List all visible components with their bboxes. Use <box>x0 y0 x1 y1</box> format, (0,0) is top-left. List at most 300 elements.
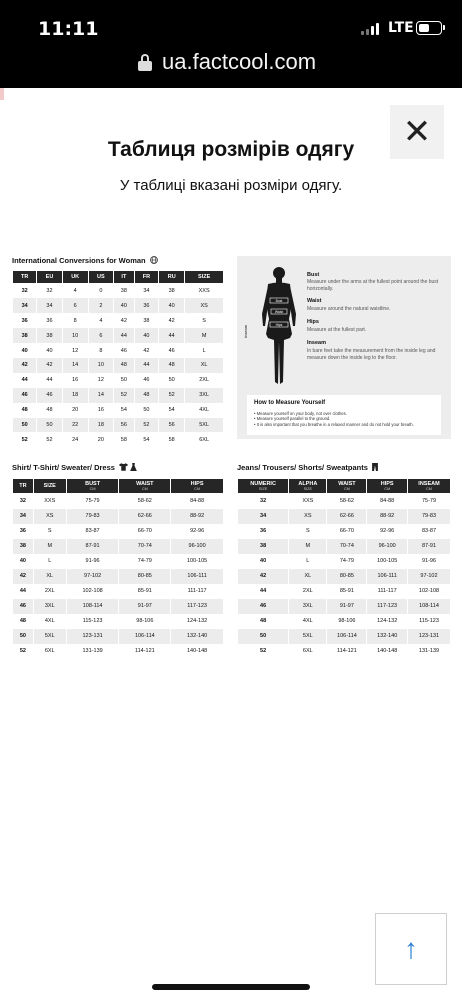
table-cell: 79-83 <box>66 509 119 524</box>
table-cell: 4 <box>88 313 113 328</box>
table-cell: 88-92 <box>171 509 224 524</box>
table-cell: 54 <box>113 403 134 418</box>
table-cell: 100-105 <box>171 554 224 569</box>
table-cell: 12 <box>88 373 113 388</box>
table-cell: 32 <box>238 494 289 509</box>
table-cell: 96-100 <box>367 539 408 554</box>
jeans-header-row <box>238 479 451 494</box>
list-item: • Measure yourself parallel to the ground. <box>254 416 439 421</box>
table-cell: 3XL <box>185 388 224 403</box>
table-cell: 48 <box>159 358 185 373</box>
table-cell: XL <box>33 569 66 584</box>
table-cell: 123-131 <box>408 629 451 644</box>
tshirt-icon <box>119 463 128 471</box>
shirts-header-row <box>13 479 224 494</box>
header-label: NUMERIC <box>250 481 276 487</box>
table-row <box>13 358 224 373</box>
table-cell: 50 <box>113 373 134 388</box>
jeans-header-cell <box>327 479 367 494</box>
table-cell: 115-123 <box>408 614 451 629</box>
header-unit: CM <box>426 487 432 491</box>
table-row <box>13 328 224 343</box>
jeans-header-cell <box>367 479 408 494</box>
table-cell: 14 <box>62 358 88 373</box>
table-cell: 102-108 <box>66 584 119 599</box>
table-cell: M <box>289 539 327 554</box>
measure-bust-text: Measure under the arms at the fullest point around the bust horizontally. <box>307 279 439 292</box>
figure-label-inseam: Inseam <box>243 324 248 338</box>
table-cell: 4XL <box>185 403 224 418</box>
jeans-table <box>237 478 451 659</box>
table-cell: L <box>185 343 224 358</box>
table-cell: 44 <box>113 328 134 343</box>
signal-icon <box>361 23 381 35</box>
table-cell: 106-111 <box>367 569 408 584</box>
table-row <box>13 584 224 599</box>
header-unit: CM <box>343 487 350 491</box>
table-cell: 34 <box>134 284 158 299</box>
table-cell: L <box>289 554 327 569</box>
table-cell: 114-121 <box>119 644 171 659</box>
table-cell: 38 <box>37 328 62 343</box>
table-cell: XS <box>33 509 66 524</box>
table-row <box>13 432 224 447</box>
table-cell: 56 <box>159 418 185 433</box>
figure-label-hips: Hips <box>275 322 283 327</box>
conversions-header-cell: US <box>88 271 113 284</box>
table-cell: 10 <box>88 358 113 373</box>
jeans-title <box>237 463 378 472</box>
dress-icon <box>130 463 137 471</box>
table-cell: 114-121 <box>327 644 367 659</box>
table-cell: 10 <box>62 328 88 343</box>
shirts-header-cell <box>171 479 224 494</box>
table-cell: 84-88 <box>367 494 408 509</box>
table-cell: 62-66 <box>327 509 367 524</box>
table-cell: 12 <box>62 343 88 358</box>
conversions-body <box>13 284 224 448</box>
body-figure-icon <box>254 264 304 388</box>
table-row <box>238 644 451 659</box>
table-cell: 75-79 <box>408 494 451 509</box>
table-cell: 38 <box>238 539 289 554</box>
table-cell: 5XL <box>289 629 327 644</box>
table-cell: 92-96 <box>367 524 408 539</box>
table-cell: XL <box>289 569 327 584</box>
table-cell: 34 <box>13 298 37 313</box>
table-cell: XXS <box>289 494 327 509</box>
table-cell: 106-114 <box>327 629 367 644</box>
table-cell: 42 <box>13 358 37 373</box>
table-cell: 123-131 <box>66 629 119 644</box>
table-cell: 42 <box>134 343 158 358</box>
table-cell: 132-140 <box>171 629 224 644</box>
table-row <box>238 569 451 584</box>
table-row <box>13 298 224 313</box>
table-cell: 14 <box>88 388 113 403</box>
table-row <box>238 494 451 509</box>
table-cell: 98-106 <box>327 614 367 629</box>
table-row <box>13 403 224 418</box>
table-cell: 97-102 <box>66 569 119 584</box>
table-cell: M <box>185 328 224 343</box>
table-cell: 38 <box>134 313 158 328</box>
table-cell: 66-70 <box>119 524 171 539</box>
table-row <box>238 629 451 644</box>
table-cell: 131-139 <box>66 644 119 659</box>
table-cell: 91-97 <box>327 599 367 614</box>
table-cell: 4XL <box>289 614 327 629</box>
table-cell: 111-117 <box>171 584 224 599</box>
table-cell: 2XL <box>33 584 66 599</box>
table-cell: 92-96 <box>171 524 224 539</box>
table-cell: 18 <box>62 388 88 403</box>
table-cell: 38 <box>13 328 37 343</box>
clock: 11:11 <box>38 18 99 40</box>
table-cell: 52 <box>113 388 134 403</box>
header-label: HIPS <box>380 481 394 487</box>
table-cell: L <box>33 554 66 569</box>
measure-inseam-text: In bare feet take the measurement from the inside leg and measure down the inside leg to the floor. <box>307 348 436 361</box>
table-cell: 3XL <box>33 599 66 614</box>
measure-inseam-head: Inseam <box>307 340 326 346</box>
table-cell: 70-74 <box>327 539 367 554</box>
table-row <box>13 313 224 328</box>
table-cell: 85-91 <box>119 584 171 599</box>
table-cell: 40 <box>113 298 134 313</box>
table-cell: 108-114 <box>66 599 119 614</box>
table-cell: 42 <box>159 313 185 328</box>
table-cell: 46 <box>159 343 185 358</box>
table-cell: 58 <box>113 432 134 447</box>
url-text[interactable]: ua.factcool.com <box>162 49 317 74</box>
table-row <box>13 539 224 554</box>
table-cell: 46 <box>134 373 158 388</box>
table-cell: XS <box>185 298 224 313</box>
table-cell: 84-88 <box>171 494 224 509</box>
table-cell: 46 <box>37 388 62 403</box>
table-row <box>238 614 451 629</box>
table-cell: 38 <box>113 284 134 299</box>
table-cell: 111-117 <box>367 584 408 599</box>
table-cell: M <box>33 539 66 554</box>
table-cell: XXS <box>33 494 66 509</box>
table-cell: 3XL <box>289 599 327 614</box>
table-cell: 44 <box>238 584 289 599</box>
table-cell: 44 <box>134 358 158 373</box>
table-cell: XS <box>289 509 327 524</box>
table-row <box>238 584 451 599</box>
table-row <box>13 494 224 509</box>
modal-subtitle: У таблиці вказані розміри одягу. <box>119 177 343 194</box>
table-cell: 97-102 <box>408 569 451 584</box>
header-unit: CM <box>194 487 201 491</box>
header-label: WAIST <box>136 481 154 487</box>
table-cell: 46 <box>13 388 37 403</box>
table-cell: 50 <box>134 403 158 418</box>
shirts-header-cell <box>119 479 171 494</box>
table-cell: 32 <box>13 284 37 299</box>
list-item: • It is also important that you breathe in a relaxed manner and do not hold your breath. <box>254 422 439 427</box>
address-bar[interactable] <box>0 48 462 78</box>
jeans-title-text: Jeans/ Trousers/ Shorts/ Sweatpants <box>237 463 368 472</box>
table-cell: 20 <box>88 432 113 447</box>
table-cell: 40 <box>134 328 158 343</box>
table-cell: 22 <box>62 418 88 433</box>
jeans-header-cell <box>289 479 327 494</box>
scroll-to-top-button[interactable]: ↑ <box>375 913 447 985</box>
table-cell: 52 <box>159 388 185 403</box>
header-label: HIPS <box>190 481 204 487</box>
table-cell: 140-148 <box>171 644 224 659</box>
table-row <box>13 614 224 629</box>
table-cell: 34 <box>13 509 34 524</box>
shirts-table <box>12 478 224 659</box>
table-row <box>13 524 224 539</box>
battery-icon <box>416 21 442 35</box>
table-row <box>13 373 224 388</box>
table-cell: 44 <box>13 584 34 599</box>
table-cell: 83-87 <box>66 524 119 539</box>
table-cell: 140-148 <box>367 644 408 659</box>
table-cell: 6 <box>88 328 113 343</box>
header-unit: SIZE <box>258 487 268 491</box>
battery-level <box>419 24 429 32</box>
figure-label-bust: Bust <box>275 298 283 303</box>
table-row <box>13 569 224 584</box>
table-cell: 52 <box>238 644 289 659</box>
globe-icon <box>150 256 158 264</box>
table-cell: 48 <box>113 358 134 373</box>
header-unit: CM <box>89 487 96 491</box>
how-to-measure-box <box>247 395 441 435</box>
table-cell: 8 <box>62 313 88 328</box>
table-cell: 6XL <box>185 432 224 447</box>
measure-waist-text: Measure around the natural waistline. <box>307 306 391 312</box>
table-cell: 66-70 <box>327 524 367 539</box>
header-label: SIZE <box>43 483 56 489</box>
modal-title: Таблиця розмірів одягу <box>107 138 355 161</box>
shirts-header-cell <box>13 479 34 494</box>
table-cell: 52 <box>13 432 37 447</box>
header-unit: CM <box>384 487 391 491</box>
table-cell: 40 <box>13 554 34 569</box>
table-cell: 42 <box>113 313 134 328</box>
table-cell: 5XL <box>185 418 224 433</box>
table-cell: 48 <box>238 614 289 629</box>
table-cell: 108-114 <box>408 599 451 614</box>
table-cell: 0 <box>88 284 113 299</box>
table-cell: 2XL <box>289 584 327 599</box>
table-cell: 40 <box>37 343 62 358</box>
table-row <box>13 599 224 614</box>
measure-waist-head: Waist <box>307 298 322 304</box>
table-cell: 131-139 <box>408 644 451 659</box>
table-cell: 8 <box>88 343 113 358</box>
how-to-measure-list <box>254 411 439 427</box>
table-row <box>13 388 224 403</box>
table-cell: 52 <box>37 432 62 447</box>
table-cell: 96-100 <box>171 539 224 554</box>
conversions-title <box>12 256 158 265</box>
table-cell: 124-132 <box>171 614 224 629</box>
table-cell: 50 <box>13 629 34 644</box>
table-row <box>13 343 224 358</box>
table-cell: 20 <box>62 403 88 418</box>
table-cell: 91-96 <box>408 554 451 569</box>
table-cell: 106-111 <box>171 569 224 584</box>
table-cell: 34 <box>37 298 62 313</box>
table-cell: 74-79 <box>119 554 171 569</box>
table-cell: 38 <box>13 539 34 554</box>
table-cell: XL <box>185 358 224 373</box>
table-cell: 115-123 <box>66 614 119 629</box>
table-cell: 79-83 <box>408 509 451 524</box>
trousers-icon <box>372 463 378 471</box>
network-type: LTE <box>388 20 414 36</box>
table-cell: 42 <box>238 569 289 584</box>
measure-guide <box>237 256 451 439</box>
table-cell: 117-123 <box>171 599 224 614</box>
measure-hips-text: Measure at the fullest part. <box>307 327 367 333</box>
table-cell: 24 <box>62 432 88 447</box>
table-row <box>238 539 451 554</box>
header-label: INSEAM <box>418 481 440 487</box>
jeans-header-cell <box>238 479 289 494</box>
table-cell: 42 <box>13 569 34 584</box>
table-row <box>238 554 451 569</box>
table-cell: 54 <box>134 432 158 447</box>
table-cell: 56 <box>113 418 134 433</box>
measure-hips-head: Hips <box>307 319 319 325</box>
table-cell: 132-140 <box>367 629 408 644</box>
header-label: BUST <box>85 481 101 487</box>
table-row <box>13 554 224 569</box>
table-cell: 48 <box>13 403 37 418</box>
table-cell: 6 <box>62 298 88 313</box>
conversions-header-cell: UK <box>62 271 88 284</box>
table-cell: 36 <box>13 524 34 539</box>
table-cell: 58-62 <box>119 494 171 509</box>
table-cell: 50 <box>37 418 62 433</box>
table-row <box>13 418 224 433</box>
conversions-header-cell: FR <box>134 271 158 284</box>
table-cell: 87-91 <box>408 539 451 554</box>
shirts-body <box>13 494 224 659</box>
table-cell: 91-96 <box>66 554 119 569</box>
table-cell: 124-132 <box>367 614 408 629</box>
table-cell: 2XL <box>185 373 224 388</box>
table-cell: 36 <box>134 298 158 313</box>
table-cell: 58-62 <box>327 494 367 509</box>
table-row <box>238 599 451 614</box>
table-cell: 32 <box>37 284 62 299</box>
table-cell: 48 <box>134 388 158 403</box>
jeans-header-cell <box>408 479 451 494</box>
table-cell: 6XL <box>33 644 66 659</box>
header-unit: CM <box>141 487 148 491</box>
conversions-header-cell: EU <box>37 271 62 284</box>
table-cell: 106-114 <box>119 629 171 644</box>
table-cell: 58 <box>159 432 185 447</box>
lock-icon <box>138 54 152 70</box>
table-cell: 36 <box>238 524 289 539</box>
table-cell: 52 <box>134 418 158 433</box>
table-row <box>13 629 224 644</box>
table-cell: 38 <box>159 284 185 299</box>
table-cell: 5XL <box>33 629 66 644</box>
table-cell: 50 <box>13 418 37 433</box>
conversions-header-cell: TR <box>13 271 37 284</box>
table-cell: 40 <box>159 298 185 313</box>
table-cell: XXS <box>185 284 224 299</box>
header-label: ALPHA <box>298 481 318 487</box>
table-cell: 98-106 <box>119 614 171 629</box>
table-cell: 74-79 <box>327 554 367 569</box>
table-cell: 52 <box>13 644 34 659</box>
table-cell: 18 <box>88 418 113 433</box>
figure-label-waist: Waist <box>274 309 284 314</box>
table-cell: 48 <box>37 403 62 418</box>
table-cell: 80-85 <box>327 569 367 584</box>
table-cell: 50 <box>238 629 289 644</box>
table-cell: 88-92 <box>367 509 408 524</box>
table-cell: 34 <box>238 509 289 524</box>
conversions-header-cell: IT <box>113 271 134 284</box>
how-to-measure-title: How to Measure Yourself <box>254 400 326 406</box>
conversions-header-row <box>13 271 224 284</box>
header-label: WAIST <box>338 481 356 487</box>
table-cell: 80-85 <box>119 569 171 584</box>
table-row <box>13 284 224 299</box>
table-cell: 42 <box>37 358 62 373</box>
status-bar <box>0 0 462 88</box>
table-row <box>238 524 451 539</box>
table-cell: S <box>33 524 66 539</box>
table-cell: 44 <box>37 373 62 388</box>
jeans-body <box>238 494 451 659</box>
table-cell: 91-97 <box>119 599 171 614</box>
table-cell: 36 <box>13 313 37 328</box>
conversions-table <box>12 270 224 447</box>
table-cell: 46 <box>238 599 289 614</box>
table-cell: 46 <box>13 599 34 614</box>
table-cell: 75-79 <box>66 494 119 509</box>
table-cell: S <box>289 524 327 539</box>
measure-bust-head: Bust <box>307 272 320 278</box>
table-cell: 100-105 <box>367 554 408 569</box>
table-cell: 32 <box>13 494 34 509</box>
table-row <box>13 509 224 524</box>
table-cell: 40 <box>13 343 37 358</box>
close-button[interactable]: ✕ <box>390 105 444 159</box>
table-row <box>13 644 224 659</box>
table-cell: 40 <box>238 554 289 569</box>
table-cell: 117-123 <box>367 599 408 614</box>
list-item: • Measure yourself on your body, not over clothes. <box>254 411 439 416</box>
shirts-title <box>12 463 137 472</box>
conversions-title-text: International Conversions for Woman <box>12 256 146 265</box>
table-cell: 102-108 <box>408 584 451 599</box>
table-cell: S <box>185 313 224 328</box>
table-cell: 44 <box>159 328 185 343</box>
table-cell: 48 <box>13 614 34 629</box>
table-row <box>238 509 451 524</box>
table-cell: 4 <box>62 284 88 299</box>
table-cell: 4XL <box>33 614 66 629</box>
header-label: TR <box>19 483 27 489</box>
table-cell: 16 <box>62 373 88 388</box>
